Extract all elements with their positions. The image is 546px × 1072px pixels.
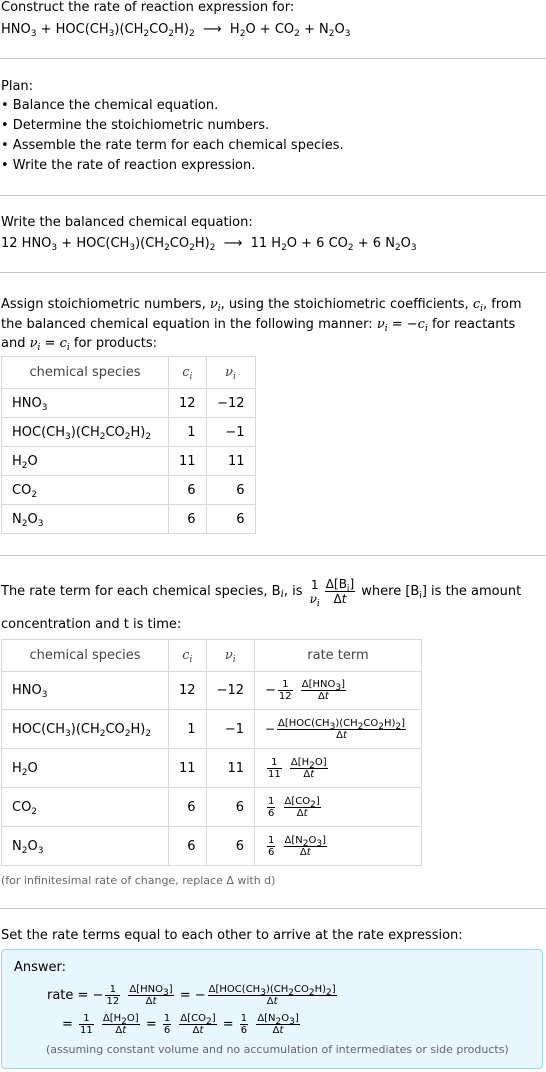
species-cell: $CO_2$ [2, 476, 169, 505]
nui-cell: 11 [206, 447, 255, 476]
species-cell: $H_2O$ [2, 749, 169, 788]
divider [0, 195, 546, 196]
rate-term-cell: $\frac{1}{11}$ $\frac{\Delta[H_2O]}{\Delta t}$ [254, 749, 421, 788]
nui-cell: 11 [206, 749, 254, 788]
species-cell: $HOC(CH_3)(CH_2CO_2H)_2$ [2, 710, 169, 749]
ci-cell: 6 [169, 788, 207, 827]
nui-cell: 6 [206, 827, 254, 866]
answer-box [1, 949, 543, 1069]
divider [0, 272, 546, 273]
plan-step-1: • Balance the chemical equation. [1, 98, 219, 113]
answer-label: Answer: [14, 960, 67, 975]
table-row [2, 827, 422, 866]
rate-term-cell: $\frac{1}{6}$ $\frac{\Delta[N_2O_3]}{\Delta t}$ [254, 827, 421, 866]
final-intro: Set the rate terms equal to each other to arrive at the rate expression: [1, 928, 463, 943]
stoich-description: Assign stoichiometric numbers, $\nu_i$, using the stoichiometric coefficients, $c_i$, from the balanced chemical equation in the following manner: $\nu_i = -c_i$ for reactants and $\nu_i = c_i$ for products: [1, 297, 522, 353]
species-cell: $N_2O_3$ [2, 827, 169, 866]
table-row [2, 710, 422, 749]
ci-cell: 12 [169, 389, 207, 418]
nui-cell: 6 [206, 788, 254, 827]
table-row [2, 418, 256, 447]
col-header-ci: $c_i$ [169, 640, 207, 672]
assumption-note: (assuming constant volume and no accumulation of intermediates or side products) [46, 1043, 509, 1056]
divider [0, 58, 546, 59]
nui-cell: −1 [206, 710, 254, 749]
divider [0, 555, 546, 556]
rate-term-description: The rate term for each chemical species, Bi, is 1 $\nu_i$ $\frac{\Delta[B_i]}{\Delta t}$ where $[B_i]$ is the amount [1, 577, 522, 609]
col-header-species: chemical species [2, 357, 169, 389]
prompt-text: Construct the rate of reaction expression for: [1, 0, 295, 15]
species-cell: $HOC(CH_3)(CH_2CO_2H)_2$ [2, 418, 169, 447]
reaction-equation: $HNO_3 + HOC(CH_3)(CH_2CO_2H)_2$ ⟶ $H_2O + CO_2 + N_2O_3$ [1, 22, 351, 39]
table-row [2, 476, 256, 505]
footnote: (for infinitesimal rate of change, replace Δ with d) [1, 874, 276, 887]
rate-expression-line-2: = $\frac{1}{11}$ $\frac{\Delta[H_2O]}{\Delta t}$ = $\frac{1}{6}$ $\frac{\Delta[CO_2]}{\Delta t}$ = $\frac{1}{6}$ $\frac{\Delta[N_2O_3]}{\Delta t}$ [62, 1013, 299, 1036]
species-cell: $CO_2$ [2, 788, 169, 827]
nui-cell: −12 [206, 672, 254, 710]
col-header-rate-term: rate term [254, 640, 421, 672]
nui-cell: 6 [206, 476, 255, 505]
nui-cell: −1 [206, 418, 255, 447]
ci-cell: 1 [169, 710, 207, 749]
stoich-table [1, 356, 256, 534]
species-cell: $H_2O$ [2, 447, 169, 476]
rate-term-cell: − $\frac{\Delta[HOC(CH_3)(CH_2CO_2H)_2]}{\Delta t}$ [254, 710, 421, 749]
rate-term-text-mid: , is [283, 584, 303, 599]
col-header-nui: $\nu_i$ [206, 640, 254, 672]
ci-cell: 11 [169, 447, 207, 476]
table-row [2, 749, 422, 788]
nui-cell: 6 [206, 505, 255, 534]
table-row [2, 505, 256, 534]
rate-term-text-pre: The rate term for each chemical species, B [1, 584, 281, 599]
species-cell: $HNO_3$ [2, 389, 169, 418]
plan-step-2: • Determine the stoichiometric numbers. [1, 118, 270, 133]
rate-term-description-2: concentration and t is time: [1, 617, 182, 632]
table-row [2, 672, 422, 710]
balanced-equation: 12 $HNO_3 + HOC(CH_3)(CH_2CO_2H)_2$ ⟶ 11 $H_2O + 6$ $CO_2 + 6$ $N_2O_3$ [1, 236, 417, 253]
plan-step-3: • Assemble the rate term for each chemical species. [1, 138, 344, 153]
divider [0, 908, 546, 909]
ci-cell: 6 [169, 827, 207, 866]
ci-cell: 6 [169, 476, 207, 505]
plan-step-4: • Write the rate of reaction expression. [1, 158, 256, 173]
ci-cell: 1 [169, 418, 207, 447]
col-header-species: chemical species [2, 640, 169, 672]
species-cell: $N_2O_3$ [2, 505, 169, 534]
plan-title: Plan: [1, 79, 34, 94]
rate-expression-line-1: rate = − $\frac{1}{12}$ $\frac{\Delta[HNO_3]}{\Delta t}$ = − $\frac{\Delta[HOC(CH_3)(CH_2CO_2H)_2]}{\Delta t}$ [47, 984, 336, 1007]
ci-cell: 12 [169, 672, 207, 710]
table-row [2, 788, 422, 827]
balanced-title: Write the balanced chemical equation: [1, 215, 253, 230]
ci-cell: 6 [169, 505, 207, 534]
rate-term-formula: 1 $\nu_i$ [309, 577, 320, 609]
species-cell: $HNO_3$ [2, 672, 169, 710]
ci-cell: 11 [169, 749, 207, 788]
rate-term-text-post: where $[B_i]$ is the amount [361, 584, 522, 601]
rate-term-cell: − $\frac{1}{12}$ $\frac{\Delta[HNO_3]}{\Delta t}$ [254, 672, 421, 710]
col-header-ci: $c_i$ [169, 357, 207, 389]
col-header-nui: $\nu_i$ [206, 357, 255, 389]
table-row [2, 389, 256, 418]
nui-cell: −12 [206, 389, 255, 418]
rate-term-cell: $\frac{1}{6}$ $\frac{\Delta[CO_2]}{\Delta t}$ [254, 788, 421, 827]
rate-term-table [1, 639, 422, 866]
table-row [2, 447, 256, 476]
